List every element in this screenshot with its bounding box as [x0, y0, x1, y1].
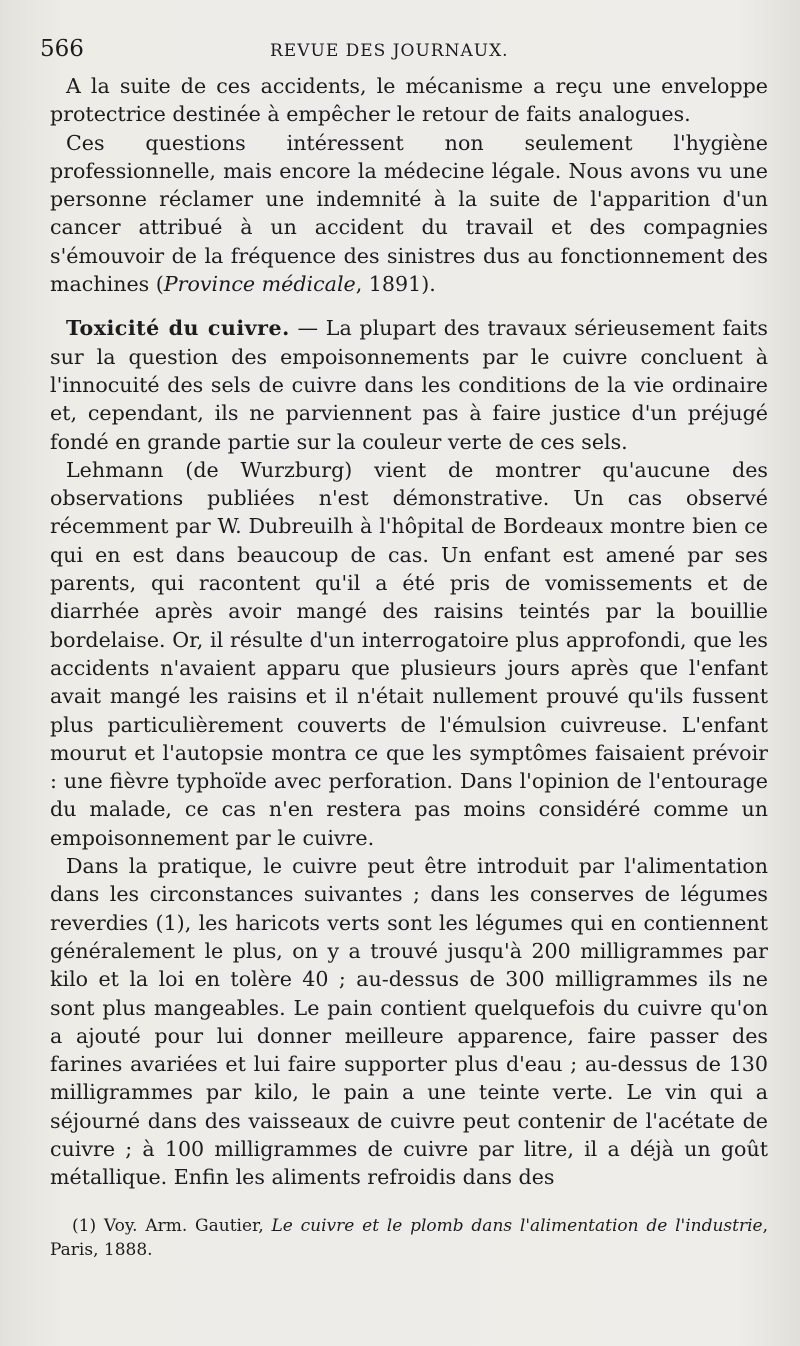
paragraph: [50, 72, 768, 129]
paragraph: [50, 852, 768, 1192]
body-text: [50, 72, 768, 1192]
paragraph: [50, 129, 768, 299]
paragraph-text: A la suite de ces accidents, le mécanisme a reçu une enveloppe protectrice destinée à empêcher le retour de faits analogues.: [50, 74, 768, 127]
page-number: 566: [40, 36, 84, 62]
paragraph-text: Lehmann (de Wurzburg) vient de montrer qu'aucune des observations publiées n'est démonstrative. Un cas observé récemment par W. Dubreuilh à l'hôpital de Bordeaux montre bien ce qui en est dans beaucoup de cas. Un enfant est amené par ses parents, qui racontent qu'il a été pris de vomissements et de diarrhée après avoir mangé des raisins teintés par la bouillie bordelaise. Or, il résulte d'un interrogatoire plus approfondi, que les accidents n'avaient apparu que plusieurs jours après que l'enfant avait mangé les raisins et il n'était nullement prouvé qu'ils fussent plus particulièrement couverts de l'émulsion cuivreuse. L'enfant mourut et l'autopsie montra ce que les symptômes faisaient prévoir : une fièvre typhoïde avec perforation. Dans l'opinion de l'entourage du malade, ce cas n'en restera pas moins considéré comme un empoisonnement par le cuivre.: [50, 457, 768, 850]
footnote-separator: [50, 1192, 770, 1214]
footnote: [50, 1214, 768, 1262]
footnote-prefix: (1) Voy. Arm. Gautier,: [72, 1215, 272, 1236]
footnote-title: Le cuivre et le plomb dans l'alimentation de l'industrie: [271, 1215, 763, 1236]
page-header: [40, 36, 770, 72]
paragraph-text: Dans la pratique, le cuivre peut être introduit par l'alimentation dans les circonstances suivantes ; dans les conserves de légumes reverdies (1), les haricots verts sont les légumes qui en contiennent généralement le plus, on y a trouvé jusqu'à 200 milligrammes par kilo et la loi en tolère 40 ; au-dessus de 300 milligrammes ils ne sont plus mangeables. Le pain contient quelquefois du cuivre qu'on a ajouté pour lui donner meilleure apparence, faire passer des farines avariées et lui faire supporter plus d'eau ; au-dessus de 130 milligrammes par kilo, le pain a une teinte verte. Le vin qui a séjourné dans des vaisseaux de cuivre peut contenir de l'acétate de cuivre ; à 100 milligrammes de cuivre par litre, il a déjà un goût métallique. Enfin les aliments refroidis dans des: [50, 854, 768, 1190]
source-citation: Province médicale: [163, 272, 356, 297]
paragraph: [50, 456, 768, 852]
paragraph: [50, 314, 768, 455]
running-head: REVUE DES JOURNAUX.: [270, 41, 509, 61]
section-title: Toxicité du cuivre.: [66, 316, 290, 341]
paragraph-text: , 1891).: [355, 272, 436, 297]
footnote-suffix: , Paris, 1888.: [50, 1215, 768, 1260]
paragraph-text: — La plupart des travaux sérieusement faits sur la question des empoisonnements par le cuivre concluent à l'innocuité des sels de cuivre dans les conditions de la vie ordinaire et, cependant, ils ne parviennent pas à faire justice d'un préjugé fondé en grande partie sur la couleur verte de ces sels.: [50, 316, 768, 454]
footnotes: [50, 1214, 768, 1262]
paragraph-text: Ces questions intéressent non seulement l'hygiène professionnelle, mais encore la médecine légale. Nous avons vu une personne réclamer une indemnité à la suite de l'apparition d'un cancer attribué à un accident du travail et des compagnies s'émouvoir de la fréquence des sinistres dus au fonctionnement des machines (: [50, 130, 768, 297]
